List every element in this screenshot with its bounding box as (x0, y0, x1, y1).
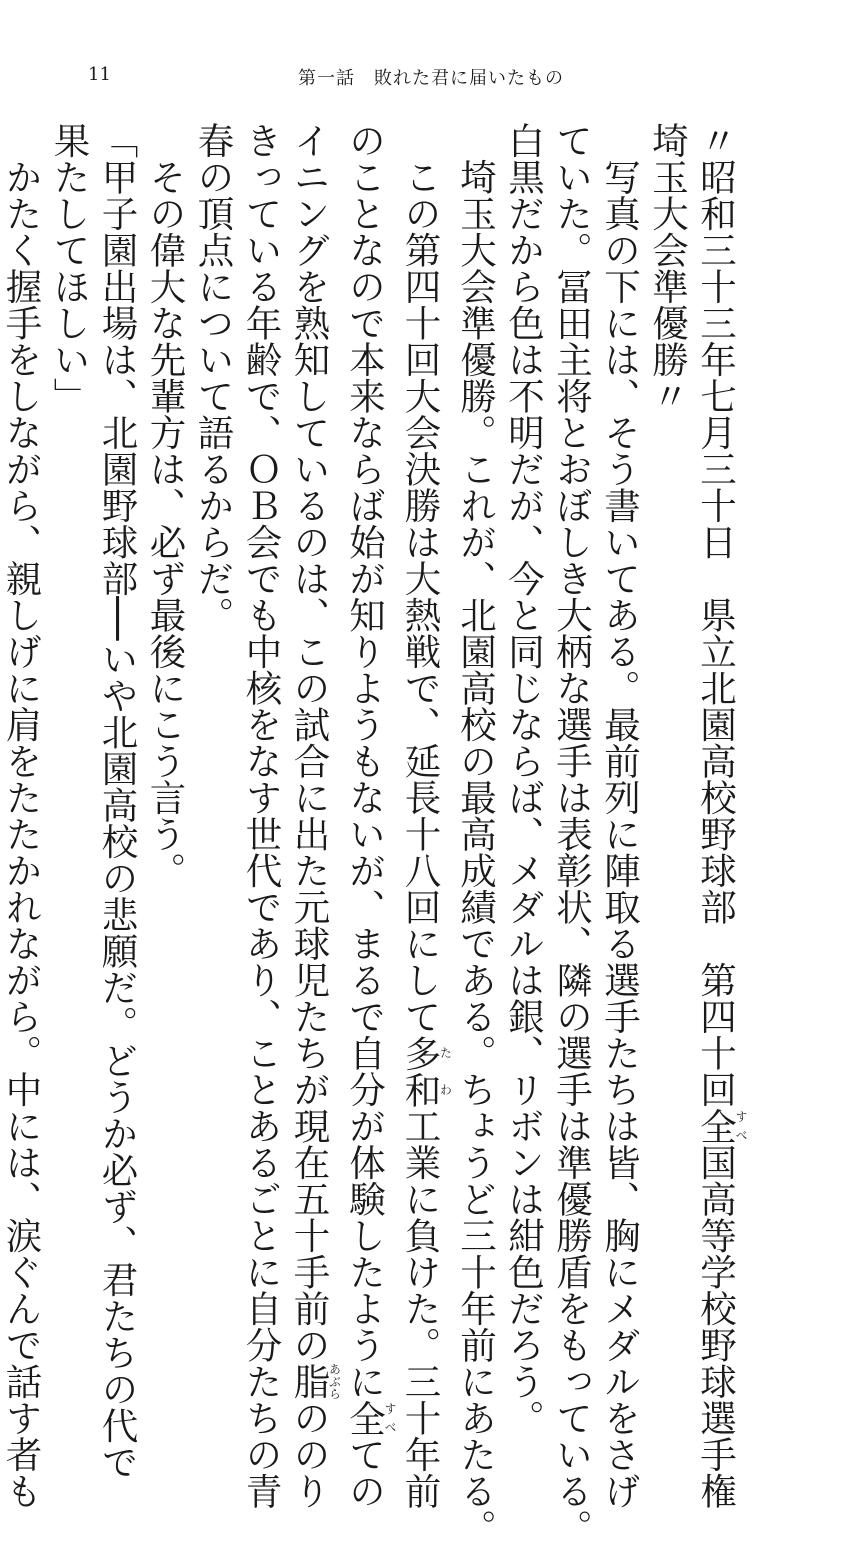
text-line: イニングを熟知しているのは、この試合に出た元球児たちが現在五十手前の脂あぶらののり (288, 122, 342, 1509)
text-line: その偉大な先輩方は、必ず最後にこう言う。 (144, 122, 187, 889)
text-line: 〃昭和三十三年七月三十日 県立北園高校野球部 第四十回全すべ国高等学校野球選手権 (694, 122, 748, 1509)
text-line: のことなので本来ならば始が知りようもないが、まるで自分が体験したように全すべての (343, 122, 397, 1509)
page-header (0, 64, 841, 94)
page-number: 11 (88, 64, 111, 85)
text-line: ていた。冨田主将とおぼしき大柄な選手は表彰状、隣の選手は準優勝盾をもっている。 (550, 122, 594, 1546)
vertical-body-text (0, 122, 748, 1546)
text-line: 果たしてほしい」 (48, 122, 91, 414)
text-line: 白黒だから色は不明だが、今と同じならば、メダルは銀、リボンは紺色だろう。 (502, 122, 546, 1436)
text-line: 写真の下には、そう書いてある。最前列に陣取る選手たちは皆、胸にメダルをさげ (598, 122, 642, 1509)
text-line: 埼玉大会準優勝〃 (646, 122, 690, 414)
chapter-title: 第一話 敗れた君に届いたもの (298, 68, 564, 89)
text-line: 「甲子園出場は、北園野球部──いや北園高校の悲願だ。どうか必ず、君たちの代で (96, 122, 139, 1480)
text-line: 春の頂点について語るからだ。 (192, 122, 235, 633)
text-line: かたく握手をしながら、親しげに肩をたたかれながら。中には、涙ぐんで話す者も (0, 122, 43, 1509)
text-line: 埼玉大会準優勝。これが、北園高校の最高成績である。ちょうど三十年前にあたる。 (454, 122, 498, 1546)
text-line: この第四十回大会決勝は大熱戦で、延長十八回にして多和たわ工業に負けた。三十年前 (399, 122, 453, 1509)
text-line: きっている年齢で、ＯＢ会でも中核をなす世代であり、ことあるごとに自分たちの青 (240, 122, 283, 1509)
